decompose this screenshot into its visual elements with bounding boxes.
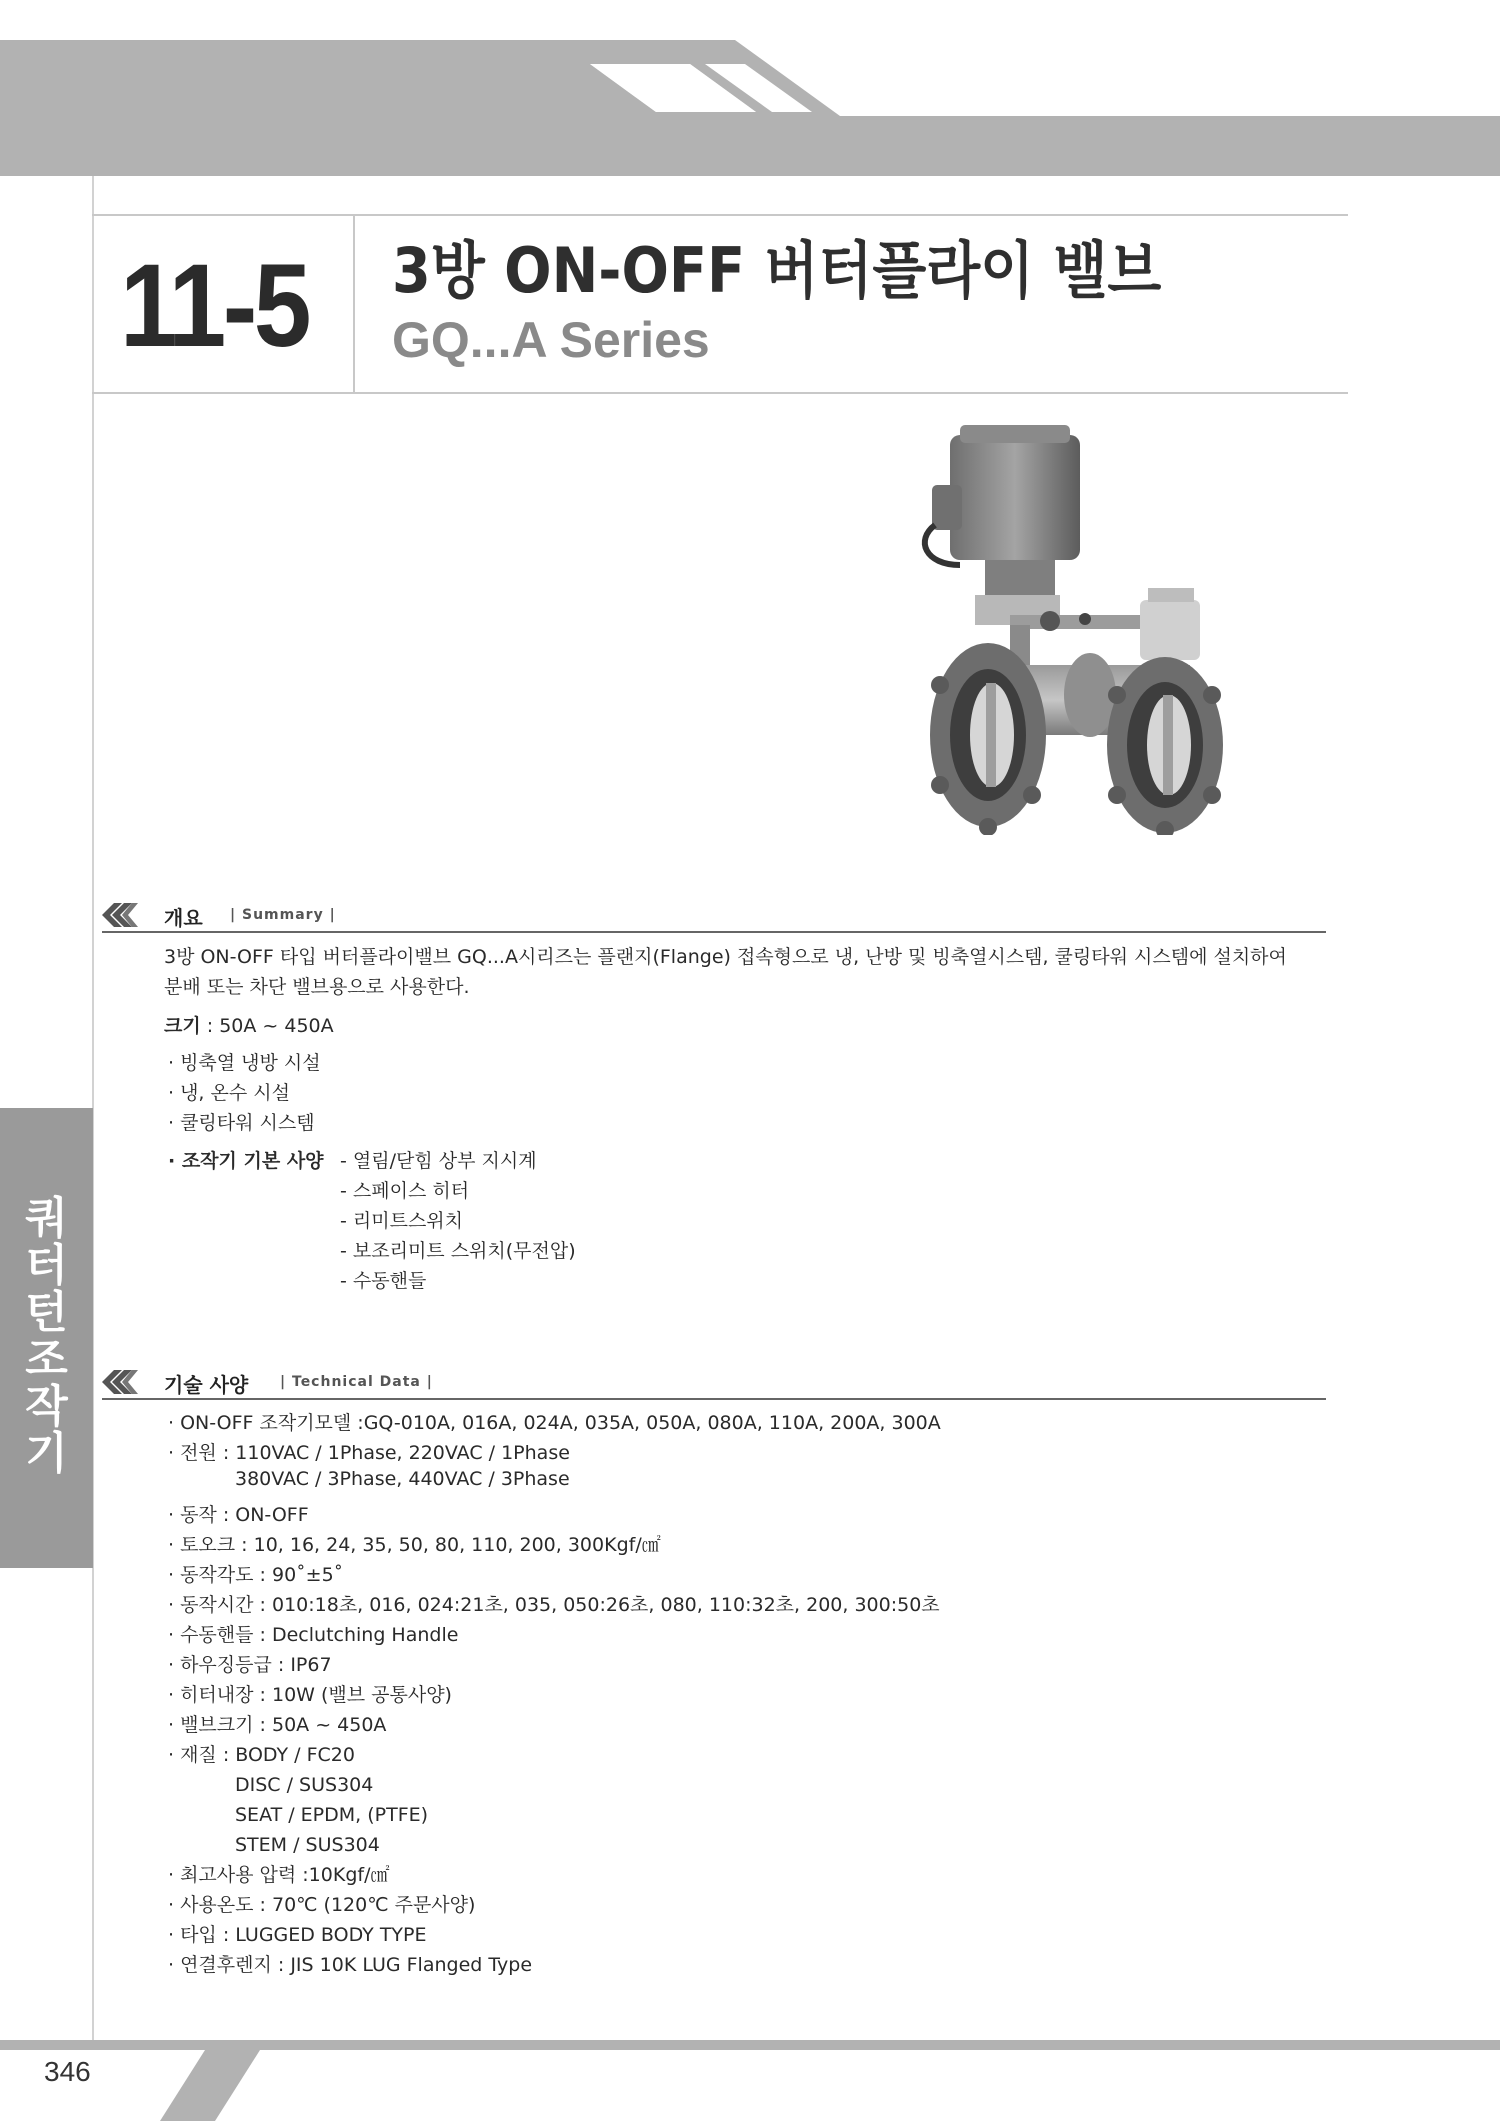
spec-item: - 수동핸들 [340, 1270, 427, 1292]
page-number: 346 [44, 2056, 91, 2087]
size-label: 크기 [164, 1015, 201, 1037]
tech-line: STEM / SUS304 [235, 1834, 380, 1856]
section-chevron-icon [102, 903, 138, 927]
size-value: : 50A ~ 450A [200, 1015, 334, 1037]
summary-paragraph-line-1: 3방 ON-OFF 타입 버터플라이밸브 GQ...A시리즈는 플랜지(Flange) 접속형으로 냉, 난방 및 빙축열시스템, 쿨링타워 시스템에 설치하여 [164, 946, 1287, 968]
side-category-text: 쿼터턴조작기 [25, 1193, 68, 1479]
tech-line: 380VAC / 3Phase, 440VAC / 3Phase [235, 1468, 570, 1490]
summary-subtitle: Summary [242, 907, 324, 923]
technical-subtitle: Technical Data [292, 1374, 421, 1390]
tech-line: SEAT / EPDM, (PTFE) [235, 1804, 429, 1826]
tech-line: · 하우징등급 : IP67 [168, 1654, 332, 1676]
tech-line: · 수동핸들 : Declutching Handle [168, 1624, 459, 1646]
application-item: · 빙축열 냉방 시설 [168, 1052, 321, 1074]
size-line [164, 1012, 334, 1040]
tech-line: · 토오크 : 10, 16, 24, 35, 50, 80, 110, 200, 300Kgf/㎠ [168, 1534, 661, 1556]
tech-line: · 사용온도 : 70℃ (120℃ 주문사양) [168, 1894, 476, 1916]
spec-item: - 보조리미트 스위치(무전압) [340, 1240, 576, 1262]
summary-rule [102, 931, 1326, 933]
tech-line: · 히터내장 : 10W (밸브 공통사양) [168, 1684, 452, 1706]
summary-paragraph-line-2: 분배 또는 차단 밸브용으로 사용한다. [164, 976, 470, 998]
summary-subtitle-bar: | Summary | [230, 907, 336, 923]
page-title: 3방 ON-OFF 버터플라이 밸브 [392, 234, 1162, 307]
title-bottom-rule [92, 392, 1348, 394]
page-subtitle: GQ...A Series [392, 312, 710, 368]
tech-line: · 연결후렌지 : JIS 10K LUG Flanged Type [168, 1954, 533, 1976]
tech-line: · 동작각도 : 90˚±5˚ [168, 1564, 344, 1586]
tech-line: DISC / SUS304 [235, 1774, 374, 1796]
application-item: · 냉, 온수 시설 [168, 1082, 290, 1104]
spec-item: - 스페이스 히터 [340, 1180, 470, 1202]
valve-actuator-image [920, 425, 1240, 835]
tech-line: · 재질 : BODY / FC20 [168, 1744, 355, 1766]
section-chevron-icon [102, 1370, 138, 1394]
technical-subtitle-bar: | Technical Data | [280, 1374, 433, 1390]
footer-band [0, 2040, 1500, 2121]
tech-line: · ON-OFF 조작기모델 :GQ-010A, 016A, 024A, 035A, 050A, 080A, 110A, 200A, 300A [168, 1412, 941, 1434]
tech-line: · 동작 : ON-OFF [168, 1504, 309, 1526]
spec-item: - 열림/닫힘 상부 지시계 [340, 1150, 537, 1172]
spec-label: · 조작기 기본 사양 [168, 1150, 324, 1172]
tech-line: · 타입 : LUGGED BODY TYPE [168, 1924, 427, 1946]
spec-item: - 리미트스위치 [340, 1210, 464, 1232]
chapter-number: 11-5 [120, 240, 309, 372]
title-divider [353, 214, 355, 394]
technical-rule [102, 1398, 1326, 1400]
tech-line: · 전원 : 110VAC / 1Phase, 220VAC / 1Phase [168, 1442, 570, 1464]
side-category-label [0, 1195, 93, 1477]
tech-line: · 최고사용 압력 :10Kgf/㎠ [168, 1864, 390, 1886]
summary-title: 개요 [164, 906, 203, 930]
technical-title: 기술 사양 [164, 1373, 249, 1397]
tech-line: · 밸브크기 : 50A ~ 450A [168, 1714, 387, 1736]
title-top-rule [92, 214, 1348, 216]
application-item: · 쿨링타워 시스템 [168, 1112, 315, 1134]
header-notch-shape [0, 40, 1500, 120]
tech-line: · 동작시간 : 010:18초, 016, 024:21초, 035, 050:26초, 080, 110:32초, 200, 300:50초 [168, 1594, 940, 1616]
